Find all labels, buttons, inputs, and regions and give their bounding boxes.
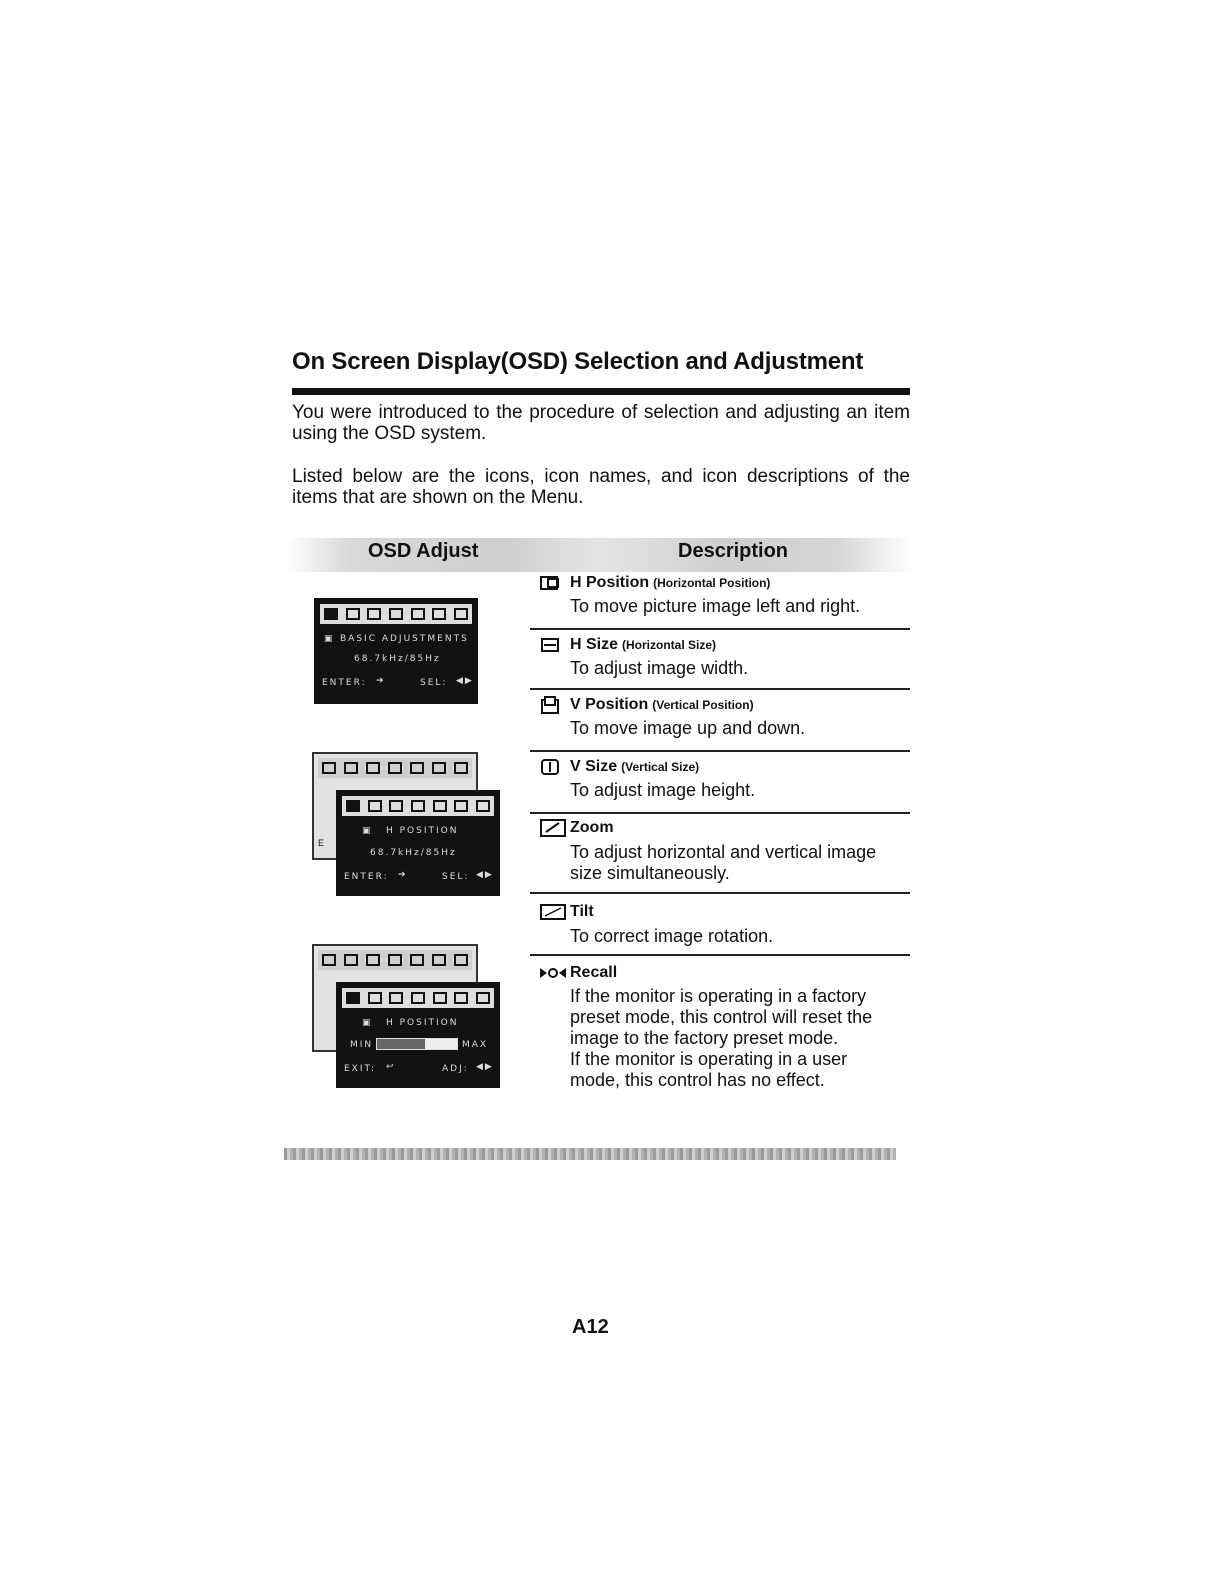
osd-min-label: MIN (350, 1040, 374, 1050)
osd-line-2: 68.7kHz/85Hz (354, 654, 441, 664)
divider (530, 812, 910, 814)
divider (530, 750, 910, 752)
column-header-description: Description (678, 540, 789, 562)
osd-max-label: MAX (462, 1040, 489, 1050)
item-v-position (540, 696, 910, 739)
item-desc: If the monitor is operating in a factory preset mode, this control will reset the image to the factory preset mode. If the monitor is operating in a user mode, this control has no effect. (570, 986, 873, 1090)
left-right-arrows-icon: ◀▶ (456, 676, 474, 686)
recall-icon (540, 966, 566, 980)
item-name: V Position (570, 696, 649, 713)
osd-sel-label: SEL: (420, 678, 448, 688)
enter-icon: ➔ (398, 870, 408, 880)
tilt-icon (540, 902, 566, 922)
item-name: H Size (570, 636, 619, 653)
osd-screen-h-position-adjust (336, 982, 500, 1088)
item-desc: To move picture image left and right. (570, 596, 861, 616)
item-name: H Position (570, 574, 650, 591)
divider (530, 628, 910, 630)
item-recall (540, 964, 910, 1091)
intro-paragraph-1: You were introduced to the procedure of selection and adjusting an item using the OSD system. (292, 402, 910, 444)
item-desc: To adjust image width. (570, 658, 749, 678)
column-header-osd-adjust: OSD Adjust (368, 540, 479, 562)
item-detail: (Horizontal Size) (622, 638, 717, 652)
item-detail: (Vertical Position) (652, 698, 754, 712)
item-name: V Size (570, 758, 618, 775)
left-right-arrows-icon: ◀▶ (476, 1062, 494, 1072)
h-position-small-icon: ▣ (362, 1018, 373, 1028)
title-rule (292, 388, 910, 395)
basic-adjustments-icon: ▣ (324, 634, 335, 644)
osd-sel-label: SEL: (442, 872, 470, 882)
item-name: Tilt (570, 903, 594, 920)
osd-level-bar (376, 1038, 458, 1050)
item-desc: To move image up and down. (570, 718, 806, 738)
h-position-small-icon: ▣ (362, 826, 373, 836)
item-desc: To correct image rotation. (570, 926, 774, 946)
item-name: Recall (570, 964, 618, 981)
exit-icon: ↩ (386, 1062, 396, 1072)
osd-line-1: BASIC ADJUSTMENTS (340, 634, 469, 644)
osd-line-1: H POSITION (386, 826, 459, 836)
item-tilt (540, 902, 910, 947)
item-name: Zoom (570, 819, 614, 836)
osd-enter-label: ENTER: (322, 678, 367, 688)
osd-enter-label: ENTER: (344, 872, 389, 882)
behind-enter-fragment: E (318, 838, 325, 848)
left-right-arrows-icon: ◀▶ (476, 870, 494, 880)
item-desc: To adjust image height. (570, 780, 756, 800)
item-v-size (540, 758, 910, 801)
enter-icon: ➔ (376, 676, 386, 686)
zoom-icon (540, 818, 566, 838)
item-h-size (540, 636, 910, 679)
page-number: A12 (572, 1316, 609, 1338)
intro-paragraph-2: Listed below are the icons, icon names, and icon descriptions of the items that are shown on the Menu. (292, 466, 910, 508)
osd-screen-h-position (336, 790, 500, 896)
h-position-icon (540, 574, 562, 592)
item-desc: To adjust horizontal and vertical image size simultaneously. (570, 842, 877, 883)
v-position-icon (540, 696, 562, 714)
osd-sub-icon-row (342, 796, 494, 816)
page-title: On Screen Display(OSD) Selection and Adjustment (292, 348, 864, 375)
osd-exit-label: EXIT: (344, 1064, 377, 1074)
item-zoom (540, 818, 910, 884)
osd-level-fill (377, 1039, 425, 1049)
item-detail: (Vertical Size) (621, 760, 700, 774)
osd-sub-icon-row (342, 988, 494, 1008)
divider (530, 954, 910, 956)
item-h-position (540, 574, 910, 617)
osd-icon-row (320, 604, 472, 624)
divider (530, 688, 910, 690)
osd-line-1: H POSITION (386, 1018, 459, 1028)
h-size-icon (540, 636, 562, 654)
item-detail: (Horizontal Position) (653, 576, 771, 590)
osd-line-2: 68.7kHz/85Hz (370, 848, 457, 858)
divider (530, 892, 910, 894)
osd-adj-label: ADJ: (442, 1064, 469, 1074)
osd-screen-main-menu (314, 598, 478, 704)
v-size-icon (540, 758, 562, 776)
footer-bar (284, 1148, 896, 1160)
